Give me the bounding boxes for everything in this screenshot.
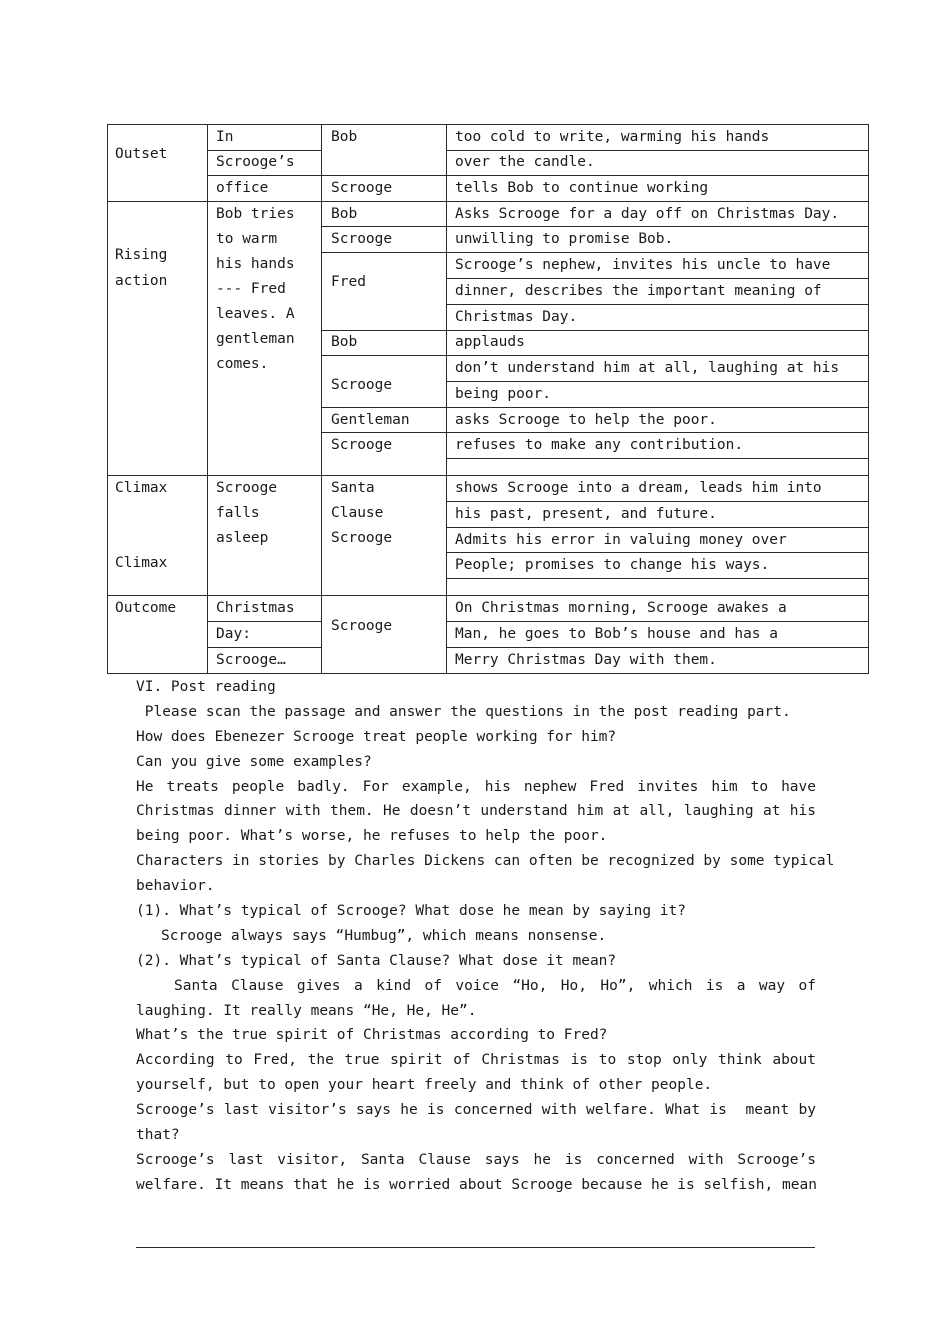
event-cell: his past, present, and future. xyxy=(455,506,717,522)
question: Can you give some examples? xyxy=(136,753,372,770)
setting-cell: Bob tries xyxy=(216,206,295,222)
stage-climax: Climax xyxy=(115,555,168,571)
setting-cell: --- Fred xyxy=(216,281,286,297)
character-cell: Bob xyxy=(331,334,358,350)
event-cell: On Christmas morning, Scrooge awakes a xyxy=(455,600,787,616)
event-cell: shows Scrooge into a dream, leads him into xyxy=(455,480,822,496)
character-cell: Scrooge xyxy=(331,618,393,634)
character-cell: Fred xyxy=(331,274,366,290)
question: What’s the true spirit of Christmas according to Fred? xyxy=(136,1027,608,1044)
paragraph-line: Characters in stories by Charles Dickens can often be recognized by some typical xyxy=(136,853,835,870)
character-cell: Scrooge xyxy=(331,437,393,453)
stage-outcome: Outcome xyxy=(115,600,177,616)
event-cell: People; promises to change his ways. xyxy=(455,557,770,573)
character-cell: Scrooge xyxy=(331,530,393,546)
answer-line: According to Fred, the true spirit of Christmas is to stop only think about xyxy=(136,1052,816,1069)
event-cell: Man, he goes to Bob’s house and has a xyxy=(455,626,779,642)
setting-cell: his hands xyxy=(216,256,295,272)
character-cell: Scrooge xyxy=(331,377,393,393)
question: that? xyxy=(136,1127,180,1144)
event-cell: tells Bob to continue working xyxy=(455,180,709,196)
instruction: Please scan the passage and answer the questions in the post reading part. xyxy=(136,703,791,720)
setting-cell: Day: xyxy=(216,626,251,642)
question: (1). What’s typical of Scrooge? What dose he mean by saying it? xyxy=(136,903,686,920)
question: (2). What’s typical of Santa Clause? What dose it mean? xyxy=(136,952,617,969)
answer-line: Christmas dinner with them. He doesn’t understand him at all, laughing at his xyxy=(136,803,816,820)
setting-cell: Scrooge’s xyxy=(216,154,295,170)
answer-line: Scrooge’s last visitor, Santa Clause says he is concerned with Scrooge’s xyxy=(136,1151,816,1168)
answer-line: Santa Clause gives a kind of voice “Ho, Ho, Ho”, which is a way of xyxy=(174,977,816,994)
event-cell: dinner, describes the important meaning of xyxy=(455,283,822,299)
event-cell: Merry Christmas Day with them. xyxy=(455,652,717,668)
setting-cell: to warm xyxy=(216,231,278,247)
setting-cell: comes. xyxy=(216,356,269,372)
event-cell: don’t understand him at all, laughing at his xyxy=(455,360,840,376)
setting-cell: falls xyxy=(216,505,260,521)
answer-line: being poor. What’s worse, he refuses to help the poor. xyxy=(136,828,608,845)
character-cell: Gentleman xyxy=(331,412,410,428)
paragraph-line: behavior. xyxy=(136,878,215,895)
event-cell: Admits his error in valuing money over xyxy=(455,532,787,548)
footer-divider xyxy=(136,1247,815,1248)
event-cell: Christmas Day. xyxy=(455,309,578,325)
character-cell: Scrooge xyxy=(331,180,393,196)
setting-cell: Scrooge xyxy=(216,480,278,496)
stage-climax: Climax xyxy=(115,480,168,496)
event-cell: applauds xyxy=(455,334,525,350)
event-cell: too cold to write, warming his hands xyxy=(455,129,770,145)
question: Scrooge’s last visitor’s says he is concerned with welfare. What is meant by xyxy=(136,1102,816,1119)
answer-line: Scrooge always says “Humbug”, which means nonsense. xyxy=(161,927,607,944)
character-cell: Santa xyxy=(331,480,375,496)
stage-rising: action xyxy=(115,273,168,289)
setting-cell: office xyxy=(216,180,269,196)
stage-rising: Rising xyxy=(115,247,168,263)
event-cell: over the candle. xyxy=(455,154,595,170)
character-cell: Clause xyxy=(331,505,384,521)
post-reading-section xyxy=(136,675,835,1198)
character-cell: Scrooge xyxy=(331,231,393,247)
section-heading: VI. Post reading xyxy=(136,679,276,695)
event-cell: unwilling to promise Bob. xyxy=(455,231,674,247)
stage-outset: Outset xyxy=(115,146,168,162)
setting-cell: Scrooge… xyxy=(216,652,286,668)
answer-line: welfare. It means that he is worried about Scrooge because he is selfish, mean xyxy=(136,1176,817,1193)
event-cell: refuses to make any contribution. xyxy=(455,437,744,453)
event-cell: being poor. xyxy=(455,386,552,402)
answer-line: laughing. It really means “He, He, He”. xyxy=(136,1002,477,1019)
setting-cell: In xyxy=(216,129,234,145)
answer-line: He treats people badly. For example, his nephew Fred invites him to have xyxy=(136,778,816,795)
event-cell: asks Scrooge to help the poor. xyxy=(455,412,717,428)
event-cell: Asks Scrooge for a day off on Christmas Day. xyxy=(455,206,840,222)
setting-cell: asleep xyxy=(216,530,269,546)
character-cell: Bob xyxy=(331,129,358,145)
setting-cell: gentleman xyxy=(216,331,295,347)
setting-cell: Christmas xyxy=(216,600,295,616)
setting-cell: leaves. A xyxy=(216,306,295,322)
question: How does Ebenezer Scrooge treat people working for him? xyxy=(136,728,617,745)
event-cell: Scrooge’s nephew, invites his uncle to have xyxy=(455,257,831,273)
character-cell: Bob xyxy=(331,206,358,222)
answer-line: yourself, but to open your heart freely and think of other people. xyxy=(136,1077,713,1094)
